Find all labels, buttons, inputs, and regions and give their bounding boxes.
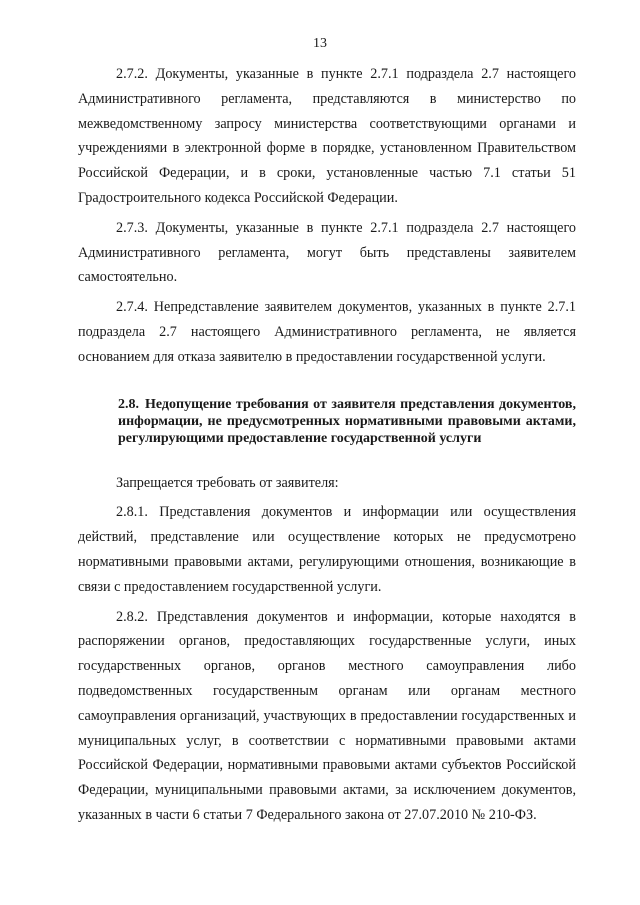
section-number: 2.8. bbox=[118, 396, 139, 412]
section-heading-2-8 bbox=[78, 396, 576, 447]
paragraph-intro: Запрещается требовать от заявителя: bbox=[116, 474, 339, 491]
section-title: Недопущение требования от заявителя представления документов, информации, не предусмотренных нормативными правовыми актами, регулирующими предоставление государственной услуги bbox=[118, 396, 576, 446]
document-body bbox=[78, 62, 576, 833]
paragraph-2-7-4: 2.7.4. Непредставление заявителем документов, указанных в пункте 2.7.1 подраздела 2.7 настоящего Административного регламента, не является основанием для отказа заявителю в предоставлении государственной услуги. bbox=[78, 299, 576, 365]
page-number: 13 bbox=[313, 36, 327, 51]
paragraph-2-7-3: 2.7.3. Документы, указанные в пункте 2.7.1 подраздела 2.7 настоящего Административного регламента, могут быть представлены заявителем самостоятельно. bbox=[78, 219, 576, 286]
paragraph-2-7-2: 2.7.2. Документы, указанные в пункте 2.7.1 подраздела 2.7 настоящего Административного регламента, представляются в министерство по межведомственному запросу министерства соответствующими органами и учреждениями в электронной форме в порядке, установленном Правительством Российской Федерации, и в сроки, установленные частью 7.1 статьи 51 Градостроительного кодекса Российской Федерации. bbox=[78, 66, 576, 206]
paragraph-2-8-1: 2.8.1. Представления документов и информации или осуществления действий, представление или осуществление которых не предусмотрено нормативными правовыми актами, регулирующими отношения, возникающие в связи с предоставлением государственной услуги. bbox=[78, 504, 576, 595]
paragraph-2-8-2: 2.8.2. Представления документов и информации, которые находятся в распоряжении органов, предоставляющих государственные услуги, иных государственных органов, органов местного самоуправления либо подведомственных государственным органам или органам местного самоуправления организаций, участвующих в предоставлении государственных и муниципальных услуг, в соответствии с нормативными правовыми актами Российской Федерации, нормативными правовыми актами субъектов Российской Федерации, муниципальными правовыми актами, за исключением документов, указанных в части 6 статьи 7 Федерального закона от 27.07.2010 № 210-ФЗ. bbox=[78, 608, 576, 823]
